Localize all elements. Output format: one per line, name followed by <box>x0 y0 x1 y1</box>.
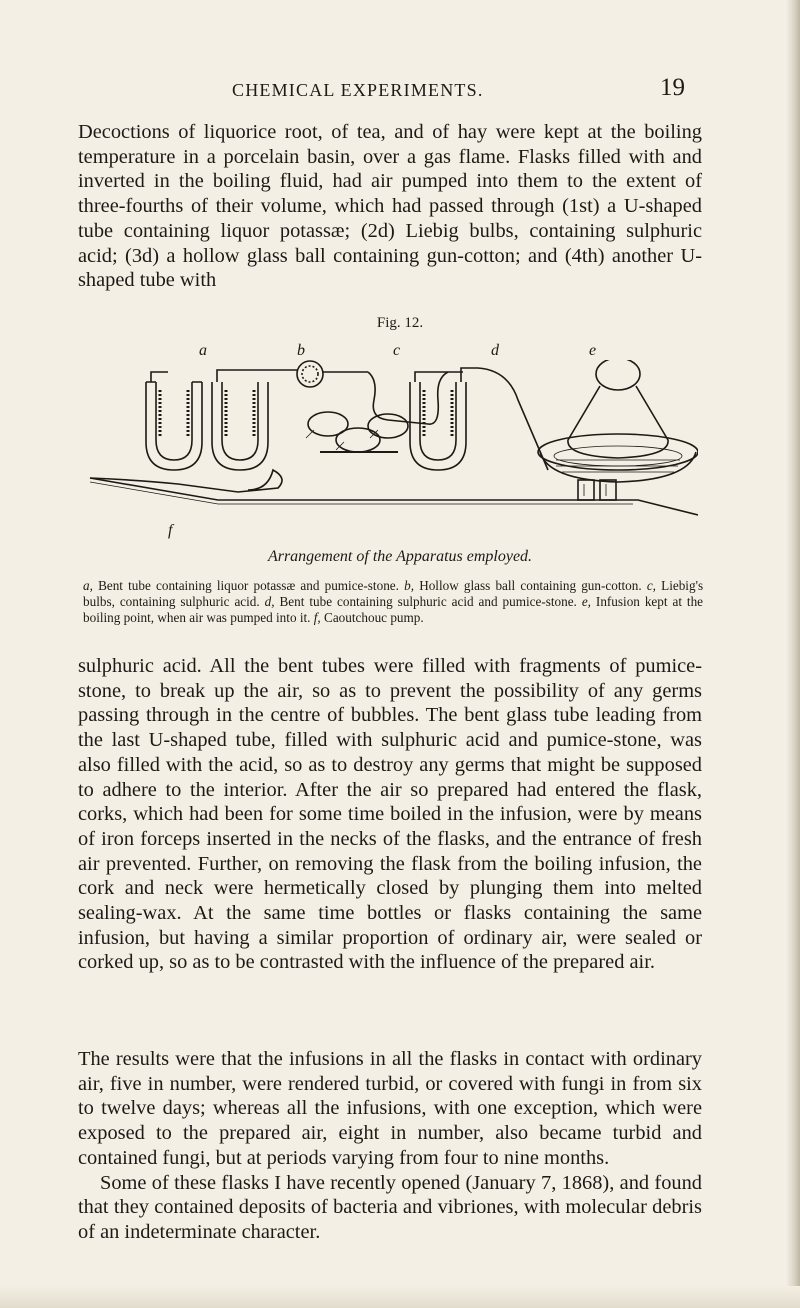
legend-text-e: Infusion kept at the boiling point, when air was pumped into it. <box>83 594 704 625</box>
legend-key-c: c, <box>646 578 656 593</box>
legend-text-f: Caoutchouc pump. <box>324 610 424 625</box>
apparatus-engraving <box>78 360 698 520</box>
figure-letter-f: f <box>168 522 173 539</box>
legend-key-d: d, <box>264 594 275 609</box>
u-tube-d <box>410 368 548 470</box>
page-header <box>0 74 800 110</box>
legend-key-b: b, <box>404 578 415 593</box>
pump-tube-f <box>90 470 282 492</box>
page-bottom-edge <box>0 1286 800 1308</box>
legend-text-a: Bent tube containing liquor potassæ and pumice-stone. <box>98 578 399 593</box>
figure-letter-b: b <box>297 342 305 359</box>
figure-caption-title: Arrangement of the Apparatus employed. <box>267 548 533 565</box>
figure-letter-d: d <box>491 342 499 359</box>
page-number: 19 <box>660 74 685 101</box>
legend-text-d: Bent tube containing sulphuric acid and pumice-stone. <box>279 594 577 609</box>
u-tube-a <box>146 372 202 470</box>
legend-text-b: Hollow glass ball containing gun-cotton. <box>419 578 642 593</box>
legend-key-a: a, <box>83 578 93 593</box>
figure-letter-e: e <box>589 342 597 359</box>
paragraph-4: Some of these flasks I have recently opened (January 7, 1868), and found that they contained deposits of bacteria and vibriones, with molecular debris of an indeterminate character. <box>78 1171 702 1243</box>
figure-letter-c: c <box>393 342 401 359</box>
figure-letter-a: a <box>199 342 207 359</box>
legend-text-c: Liebig's bulbs, containing sulphuric acid. <box>83 578 704 609</box>
paragraph-3: The results were that the infusions in all the flasks in contact with ordinary air, five in number, were rendered turbid, or covered with fungi in from six to twelve days; whereas all the infusions, with one exception, which were exposed to the prepared air, eight in number, also became turbid and contained fungi, but at periods varying from four to nine months. <box>78 1048 702 1169</box>
legend-key-f: f, <box>313 610 321 625</box>
table-line <box>90 478 698 515</box>
figure-legend <box>83 578 703 626</box>
figure-label: Fig. 12. <box>376 315 424 331</box>
u-tube-b <box>212 361 368 470</box>
liebig-bulbs-c <box>306 372 448 452</box>
running-head: CHEMICAL EXPERIMENTS. <box>232 80 484 100</box>
paragraph-2: sulphuric acid. All the bent tubes were filled with fragments of pumice-stone, to break up the air, so as to prevent the possibility of any germs passing through in the centre of bubbles. The bent glass tube leading from the last U-shaped tube, filled with sulphuric acid and pumice-stone, was also filled with the acid, so as to destroy any germs that might be supposed to adhere to the interior. After the air so prepared had entered the flask, corks, which had been for some time boiled in the infusion, were by means of iron forceps inserted in the necks of the flasks, and the entrance of fresh air prevented. Further, on removing the flask from the boiling infusion, the cork and neck were hermetically closed by plunging them into melted sealing-wax. At the same time bottles or flasks containing the same infusion, but having a similar proportion of ordinary air, were sealed or corked up, so as to be contrasted with the influence of the prepared air. <box>78 655 702 974</box>
flask-basin-e <box>538 360 698 500</box>
paragraph-1: Decoctions of liquorice root, of tea, and of hay were kept at the boiling temperature in a porcelain basin, over a gas flame. Flasks filled with and inverted in the boiling fluid, had air pumped into them to the extent of three-fourths of their volume, which had passed through (1st) a U-shaped tube containing liquor potassæ; (2d) Liebig bulbs, containing sulphuric acid; (3d) a hollow glass ball containing gun-cotton; and (4th) another U-shaped tube with <box>78 121 702 292</box>
results-block <box>78 1047 702 1245</box>
page-edge-shadow <box>786 0 800 1308</box>
glass-ball-b <box>297 361 323 387</box>
legend-key-e: e, <box>581 594 591 609</box>
